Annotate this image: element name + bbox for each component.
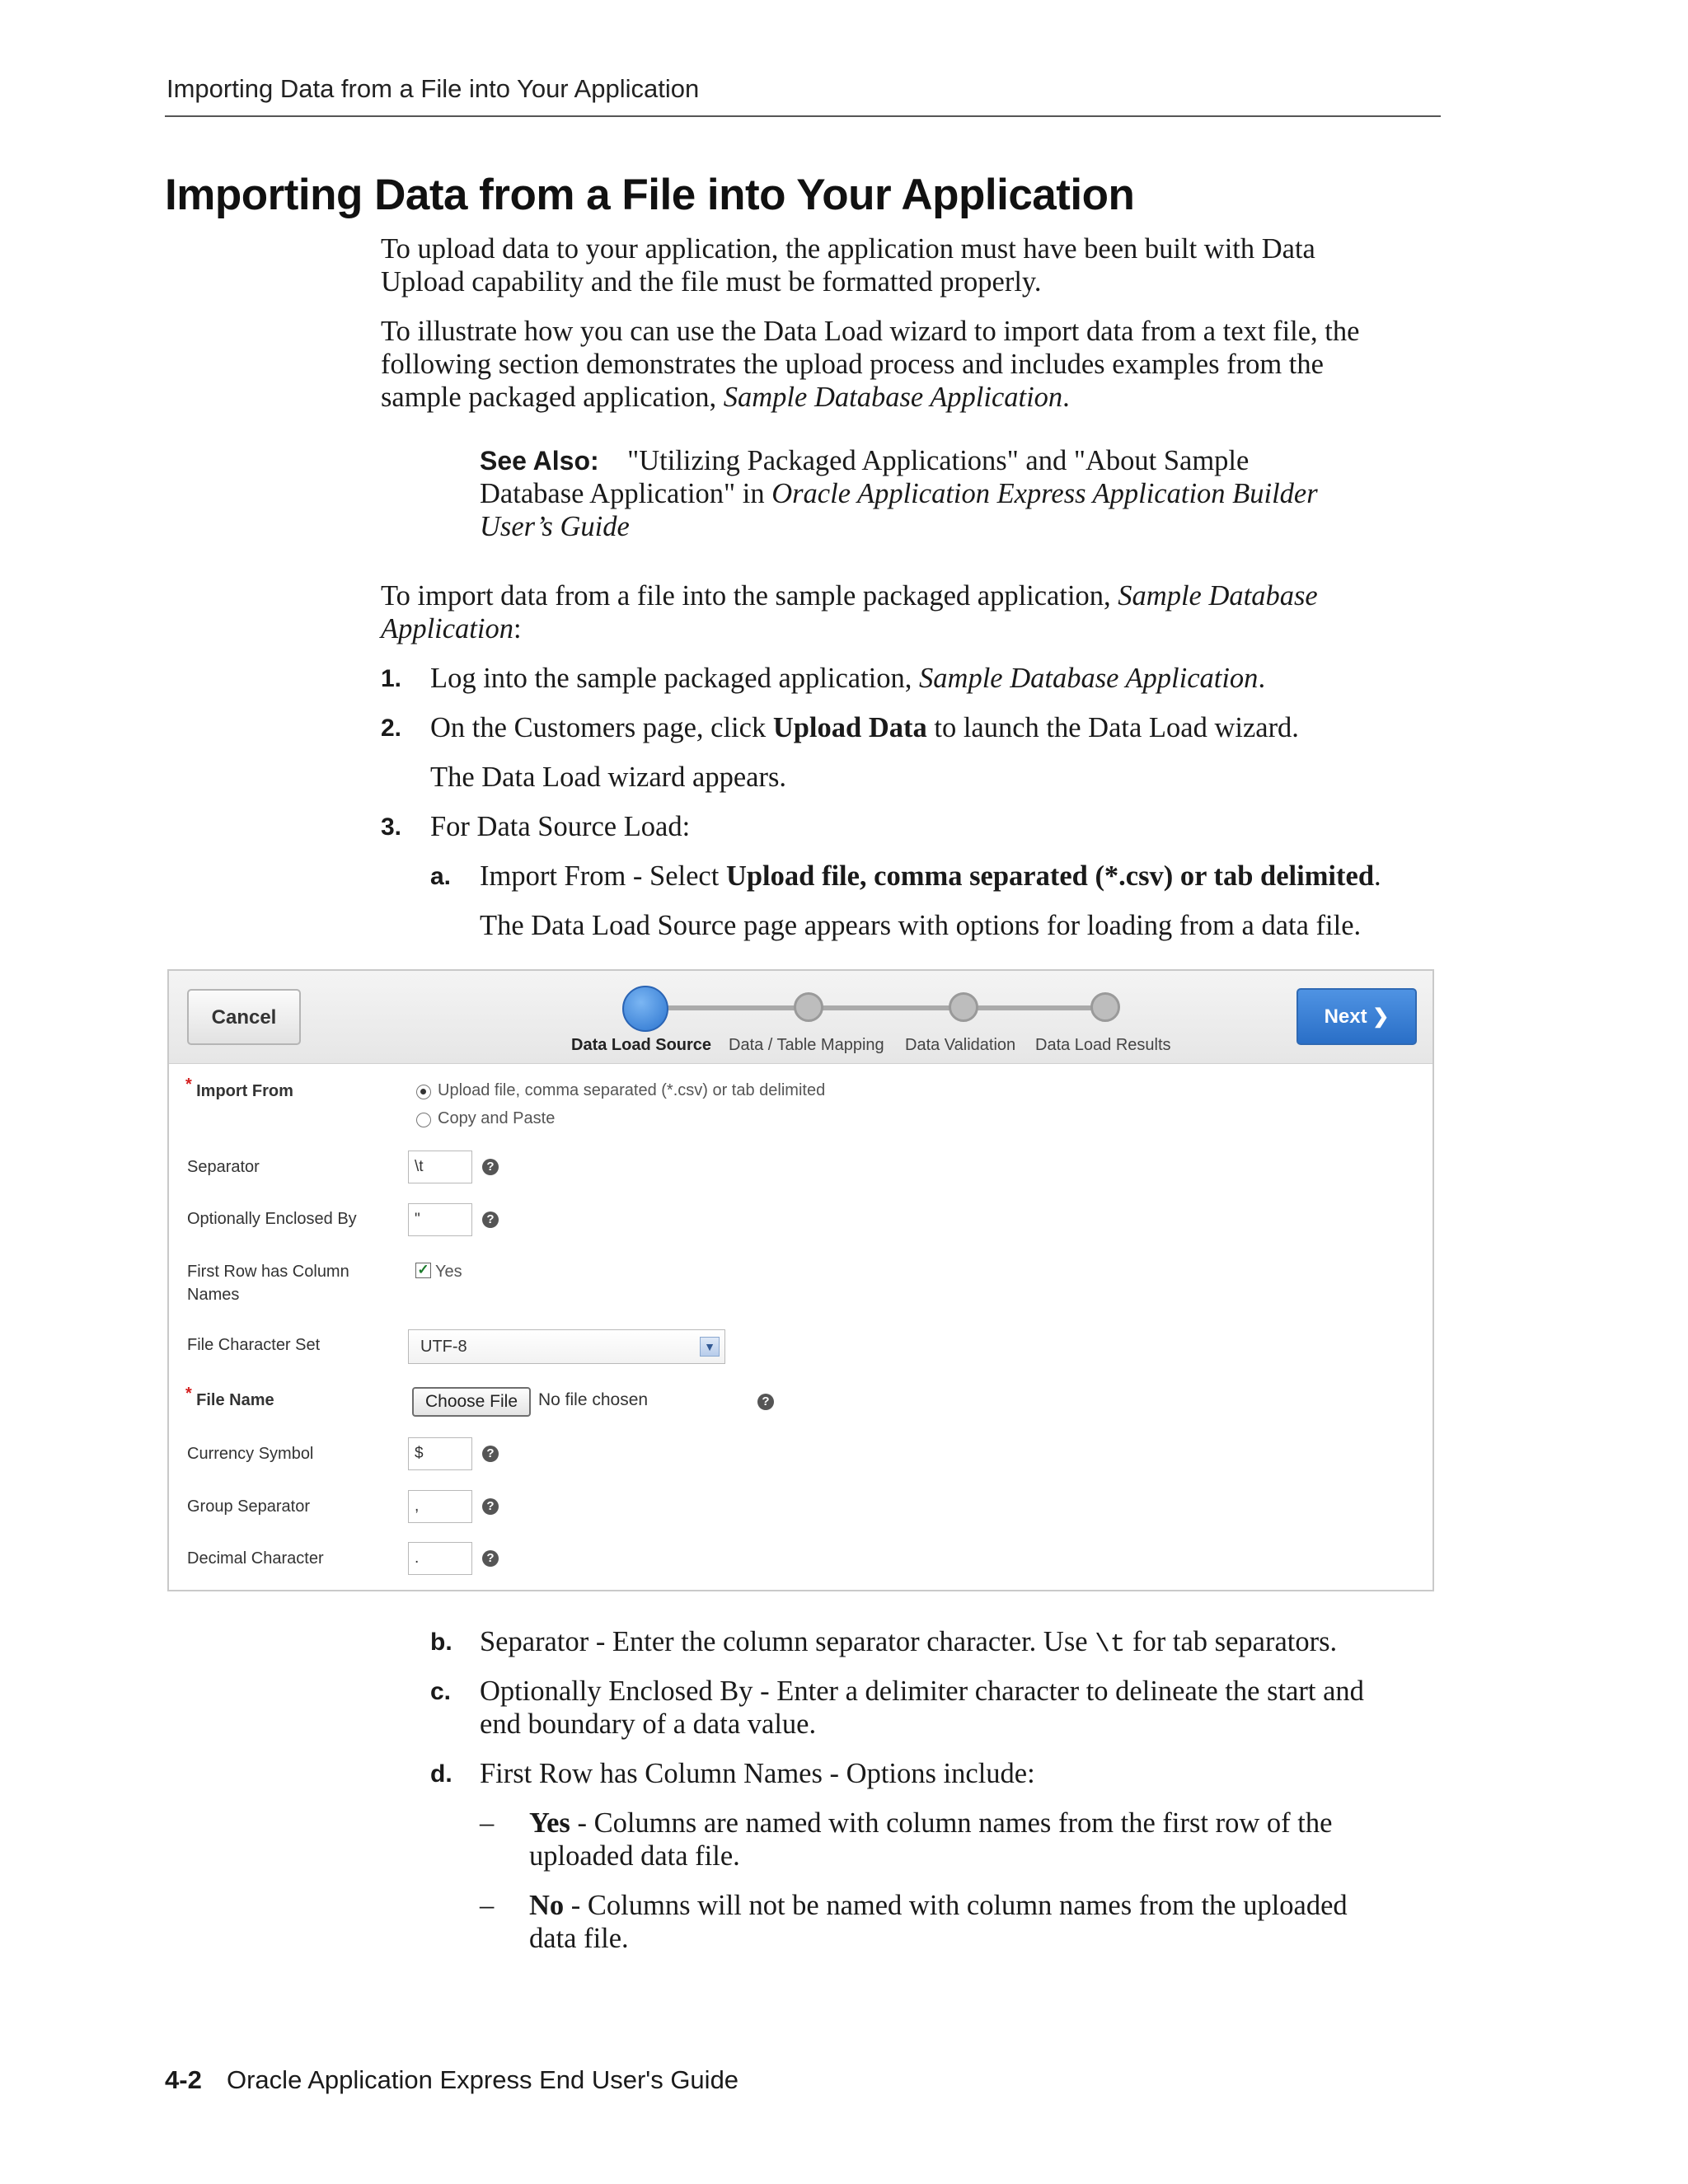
intro-p2-line3: sample packaged application, — [381, 382, 724, 413]
step-2-text — [430, 711, 1299, 744]
file-name-text: File Name — [196, 1391, 274, 1409]
help-icon[interactable]: ? — [482, 1550, 499, 1567]
step-1-period: . — [1258, 663, 1266, 694]
see-also-line1: "Utilizing Packaged Applications" and "About Sample — [627, 445, 1250, 476]
first-row-label-line1: First Row has Column — [187, 1263, 349, 1281]
separator-input[interactable]: \t — [408, 1151, 472, 1183]
train-step-4-label: Data Load Results — [1035, 1036, 1171, 1054]
enclosed-by-input[interactable]: " — [408, 1203, 472, 1236]
see-also-line2: Database Application" in — [480, 478, 772, 509]
intro-p2-line1: To illustrate how you can use the Data Load wizard to import data from a text file, the — [381, 316, 1360, 347]
import-from-label — [185, 1076, 293, 1103]
step-1-pre: Log into the sample packaged application, — [430, 663, 920, 694]
intro-p1-line1: To upload data to your application, the application must have been built with Data — [381, 233, 1315, 265]
step-1-text — [430, 662, 1265, 695]
enclosed-by-label: Optionally Enclosed By — [187, 1210, 357, 1228]
step-2-pre: On the Customers page, click — [430, 712, 773, 743]
next-label: Next — [1324, 1005, 1367, 1028]
train-step-4-dot — [1090, 992, 1120, 1022]
intro-p1-line2: Upload capability and the file must be formatted properly. — [381, 266, 1042, 298]
import-intro — [381, 579, 1318, 645]
currency-symbol-label: Currency Symbol — [187, 1445, 314, 1463]
step-3b-pre: Separator - Enter the column separator character. Use — [480, 1626, 1095, 1657]
step-3a-pre: Import From - Select — [480, 860, 726, 892]
step-3b-text — [480, 1625, 1337, 1661]
train-step-1-label: Data Load Source — [571, 1036, 712, 1054]
import-from-text: Import From — [196, 1082, 293, 1100]
radio-copy-paste[interactable] — [416, 1113, 431, 1127]
step-3b-post: for tab separators. — [1125, 1626, 1338, 1657]
required-icon: * — [185, 1076, 192, 1094]
step-3c-line1: Optionally Enclosed By - Enter a delimiter character to delineate the start and — [480, 1675, 1364, 1707]
cancel-button[interactable]: Cancel — [187, 989, 301, 1045]
step-3c-line2: end boundary of a data value. — [480, 1708, 817, 1740]
option-yes — [529, 1807, 1332, 1872]
train-step-2-dot — [794, 992, 823, 1022]
radio-upload-file[interactable] — [416, 1085, 431, 1099]
option-yes-line2: uploaded data file. — [529, 1840, 740, 1872]
data-load-wizard — [167, 969, 1434, 1591]
step-3a-option: Upload file, comma separated (*.csv) or tab delimited — [725, 860, 1375, 892]
import-intro-app-name-end: Application — [381, 613, 513, 644]
step-3b-number: b. — [430, 1629, 452, 1656]
step-3c-text — [480, 1675, 1364, 1741]
train-step-3-label: Data Validation — [905, 1036, 1016, 1054]
step-3a-number: a. — [430, 863, 452, 890]
separator-label: Separator — [187, 1158, 260, 1176]
train-step-3-dot — [949, 992, 978, 1022]
choose-file-button[interactable]: Choose File — [412, 1387, 531, 1417]
group-separator-label: Group Separator — [187, 1497, 310, 1516]
wizard-train-track — [645, 1005, 1114, 1010]
import-intro-line1: To import data from a file into the sample packaged application, — [381, 580, 1118, 612]
charset-label: File Character Set — [187, 1336, 321, 1354]
step-3a-result: The Data Load Source page appears with options for loading from a data file. — [480, 910, 1362, 941]
see-also-note — [480, 444, 1318, 543]
step-3-number: 3. — [381, 813, 402, 841]
step-3d-number: d. — [430, 1760, 452, 1788]
intro-paragraph-1 — [381, 232, 1315, 298]
intro-p2-line2: following section demonstrates the upload process and includes examples from the — [381, 349, 1324, 380]
page-number: 4-2 — [165, 2065, 202, 2094]
required-icon: * — [185, 1385, 192, 1403]
intro-p2-period: . — [1062, 382, 1070, 413]
option-no-line2: data file. — [529, 1923, 629, 1954]
help-icon[interactable]: ? — [757, 1394, 774, 1410]
next-button[interactable] — [1296, 988, 1417, 1045]
charset-select[interactable] — [408, 1329, 725, 1364]
intro-paragraph-2 — [381, 315, 1359, 414]
train-step-1-dot — [622, 986, 668, 1032]
header-rule — [165, 115, 1441, 117]
train-step-2-label: Data / Table Mapping — [729, 1036, 884, 1054]
bullet-dash: – — [480, 1890, 495, 1921]
option-no-line1: - Columns will not be named with column names from the uploaded — [564, 1890, 1348, 1921]
step-3b-code: \t — [1095, 1630, 1126, 1659]
chevron-down-icon: ▼ — [700, 1337, 720, 1357]
option-no — [529, 1889, 1348, 1955]
help-icon[interactable]: ? — [482, 1498, 499, 1515]
book-title: Oracle Application Express End User's Guide — [227, 2065, 739, 2094]
file-name-label — [185, 1385, 274, 1412]
bullet-dash: – — [480, 1807, 495, 1839]
step-3a-text — [480, 860, 1381, 893]
group-separator-input[interactable]: , — [408, 1490, 472, 1523]
help-icon[interactable]: ? — [482, 1212, 499, 1228]
see-also-book-title[interactable]: Oracle Application Express Application Builder — [771, 478, 1318, 509]
step-1-app-name: Sample Database Application — [919, 663, 1259, 694]
page-title: Importing Data from a File into Your Application — [165, 171, 1135, 219]
help-icon[interactable]: ? — [482, 1159, 499, 1175]
help-icon[interactable]: ? — [482, 1446, 499, 1462]
running-header: Importing Data from a File into Your Application — [166, 74, 700, 103]
charset-value: UTF-8 — [420, 1338, 467, 1356]
intro-p2-app-name: Sample Database Application — [723, 382, 1063, 413]
step-1-number: 1. — [381, 665, 402, 692]
step-3a-period: . — [1374, 860, 1381, 892]
step-3d-text: First Row has Column Names - Options include: — [480, 1758, 1035, 1789]
step-2-post: to launch the Data Load wizard. — [926, 712, 1299, 743]
currency-symbol-input[interactable]: $ — [408, 1437, 472, 1470]
see-also-label: See Also: — [480, 446, 599, 476]
first-row-label — [187, 1260, 349, 1306]
step-3c-number: c. — [430, 1678, 452, 1705]
first-row-checkbox-label: Yes — [435, 1263, 462, 1281]
decimal-character-label: Decimal Character — [187, 1549, 324, 1568]
step-3-text: For Data Source Load: — [430, 811, 691, 842]
decimal-character-input[interactable]: . — [408, 1542, 472, 1575]
see-also-book-title-end[interactable]: User’s Guide — [480, 511, 630, 542]
option-yes-line1: - Columns are named with column names from the first row of the — [570, 1807, 1333, 1839]
option-yes-label: Yes — [529, 1807, 570, 1839]
first-row-checkbox[interactable]: ✓ — [415, 1263, 431, 1278]
step-2-number: 2. — [381, 715, 402, 742]
radio-copy-paste-label: Copy and Paste — [438, 1109, 556, 1127]
file-status: No file chosen — [538, 1390, 649, 1409]
chevron-right-icon: ❯ — [1372, 1005, 1390, 1028]
option-no-label: No — [529, 1890, 565, 1921]
import-intro-colon: : — [513, 613, 522, 644]
import-intro-app-name: Sample Database — [1118, 580, 1318, 612]
step-2-upload-data: Upload Data — [772, 712, 927, 743]
radio-upload-file-label: Upload file, comma separated (*.csv) or tab delimited — [438, 1081, 826, 1099]
first-row-label-line2: Names — [187, 1286, 240, 1304]
step-2-result: The Data Load wizard appears. — [430, 762, 786, 793]
